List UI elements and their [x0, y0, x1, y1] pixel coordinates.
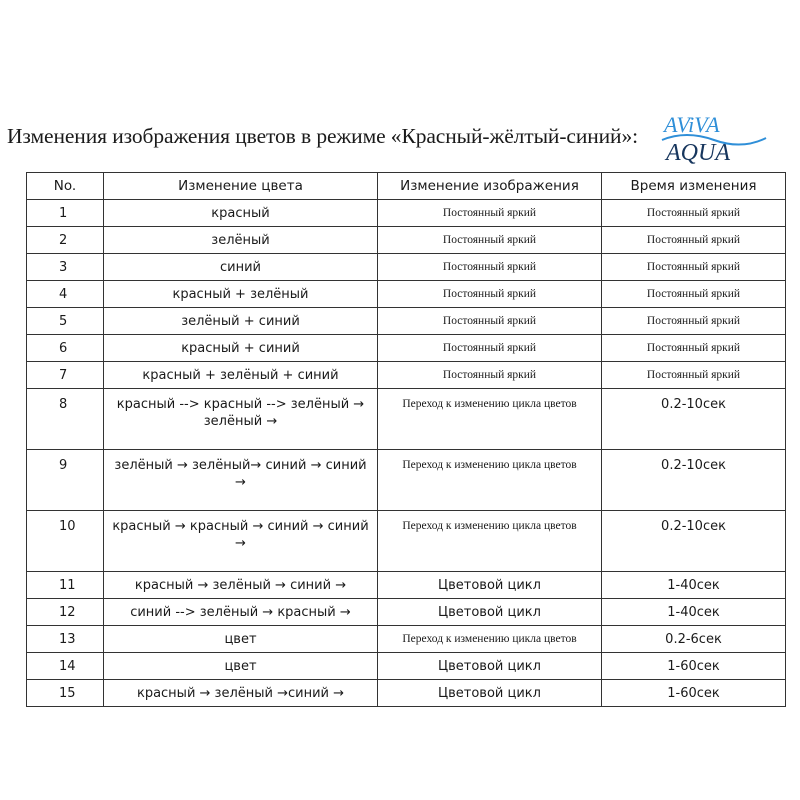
row-time: Постоянный яркий [602, 254, 786, 281]
table-row [27, 572, 786, 599]
row-time: Постоянный яркий [602, 362, 786, 389]
row-no: 6 [27, 335, 104, 362]
row-color: красный + зелёный [104, 281, 378, 308]
row-time: Постоянный яркий [602, 200, 786, 227]
row-no: 5 [27, 308, 104, 335]
row-no: 12 [27, 599, 104, 626]
row-time: 0.2-10сек [602, 389, 786, 450]
row-no: 14 [27, 653, 104, 680]
row-color: красный [104, 200, 378, 227]
row-image: Переход к изменению цикла цветов [378, 389, 602, 450]
row-time: 0.2-6сек [602, 626, 786, 653]
table-row [27, 200, 786, 227]
row-color: красный → зелёный →синий → [104, 680, 378, 707]
row-color: красный → зелёный → синий → [104, 572, 378, 599]
row-time: 1-40сек [602, 599, 786, 626]
table-header-row [27, 173, 786, 200]
row-color: цвет [104, 653, 378, 680]
row-image: Постоянный яркий [378, 362, 602, 389]
row-color: зелёный [104, 227, 378, 254]
table-row [27, 626, 786, 653]
row-image: Переход к изменению цикла цветов [378, 626, 602, 653]
header-color: Изменение цвета [104, 173, 378, 200]
header-image: Изменение изображения [378, 173, 602, 200]
row-color: цвет [104, 626, 378, 653]
row-no: 9 [27, 450, 104, 511]
table-row [27, 254, 786, 281]
row-no: 7 [27, 362, 104, 389]
row-color: синий [104, 254, 378, 281]
table-row [27, 227, 786, 254]
row-image: Цветовой цикл [378, 599, 602, 626]
row-no: 4 [27, 281, 104, 308]
row-no: 2 [27, 227, 104, 254]
row-image: Постоянный яркий [378, 335, 602, 362]
row-color: красный + синий [104, 335, 378, 362]
color-modes-table [26, 172, 786, 707]
row-color: синий --> зелёный → красный → [104, 599, 378, 626]
header-time: Время изменения [602, 173, 786, 200]
row-image: Постоянный яркий [378, 227, 602, 254]
table-row [27, 450, 786, 511]
table-row [27, 653, 786, 680]
table-row [27, 599, 786, 626]
logo-text-top: AViVA [664, 112, 720, 137]
row-color: зелёный → зелёный→ синий → синий → [104, 450, 378, 511]
row-image: Переход к изменению цикла цветов [378, 511, 602, 572]
header-no: No. [27, 173, 104, 200]
row-time: Постоянный яркий [602, 227, 786, 254]
row-no: 8 [27, 389, 104, 450]
row-image: Постоянный яркий [378, 254, 602, 281]
row-time: Постоянный яркий [602, 335, 786, 362]
table-row [27, 680, 786, 707]
aviva-aqua-logo [658, 108, 770, 166]
row-time: 0.2-10сек [602, 450, 786, 511]
logo-text-bottom: AQUA [666, 140, 730, 166]
row-image: Переход к изменению цикла цветов [378, 450, 602, 511]
row-no: 10 [27, 511, 104, 572]
table-row [27, 281, 786, 308]
row-color: зелёный + синий [104, 308, 378, 335]
row-image: Постоянный яркий [378, 200, 602, 227]
table-row [27, 308, 786, 335]
row-color: красный → красный → синий → синий → [104, 511, 378, 572]
table-row [27, 335, 786, 362]
table-row [27, 511, 786, 572]
row-time: 1-40сек [602, 572, 786, 599]
row-image: Постоянный яркий [378, 308, 602, 335]
row-color: красный --> красный --> зелёный → зелёный → [104, 389, 378, 450]
row-time: 0.2-10сек [602, 511, 786, 572]
row-no: 13 [27, 626, 104, 653]
row-time: 1-60сек [602, 653, 786, 680]
row-image: Постоянный яркий [378, 281, 602, 308]
row-no: 1 [27, 200, 104, 227]
page-title: Изменения изображения цветов в режиме «Красный-жёлтый-синий»: [7, 124, 638, 148]
row-time: Постоянный яркий [602, 308, 786, 335]
row-image: Цветовой цикл [378, 572, 602, 599]
logo-icon [658, 108, 770, 166]
row-color: красный + зелёный + синий [104, 362, 378, 389]
row-image: Цветовой цикл [378, 653, 602, 680]
row-no: 11 [27, 572, 104, 599]
table-row [27, 362, 786, 389]
row-time: 1-60сек [602, 680, 786, 707]
table-row [27, 389, 786, 450]
row-no: 3 [27, 254, 104, 281]
row-no: 15 [27, 680, 104, 707]
row-image: Цветовой цикл [378, 680, 602, 707]
row-time: Постоянный яркий [602, 281, 786, 308]
